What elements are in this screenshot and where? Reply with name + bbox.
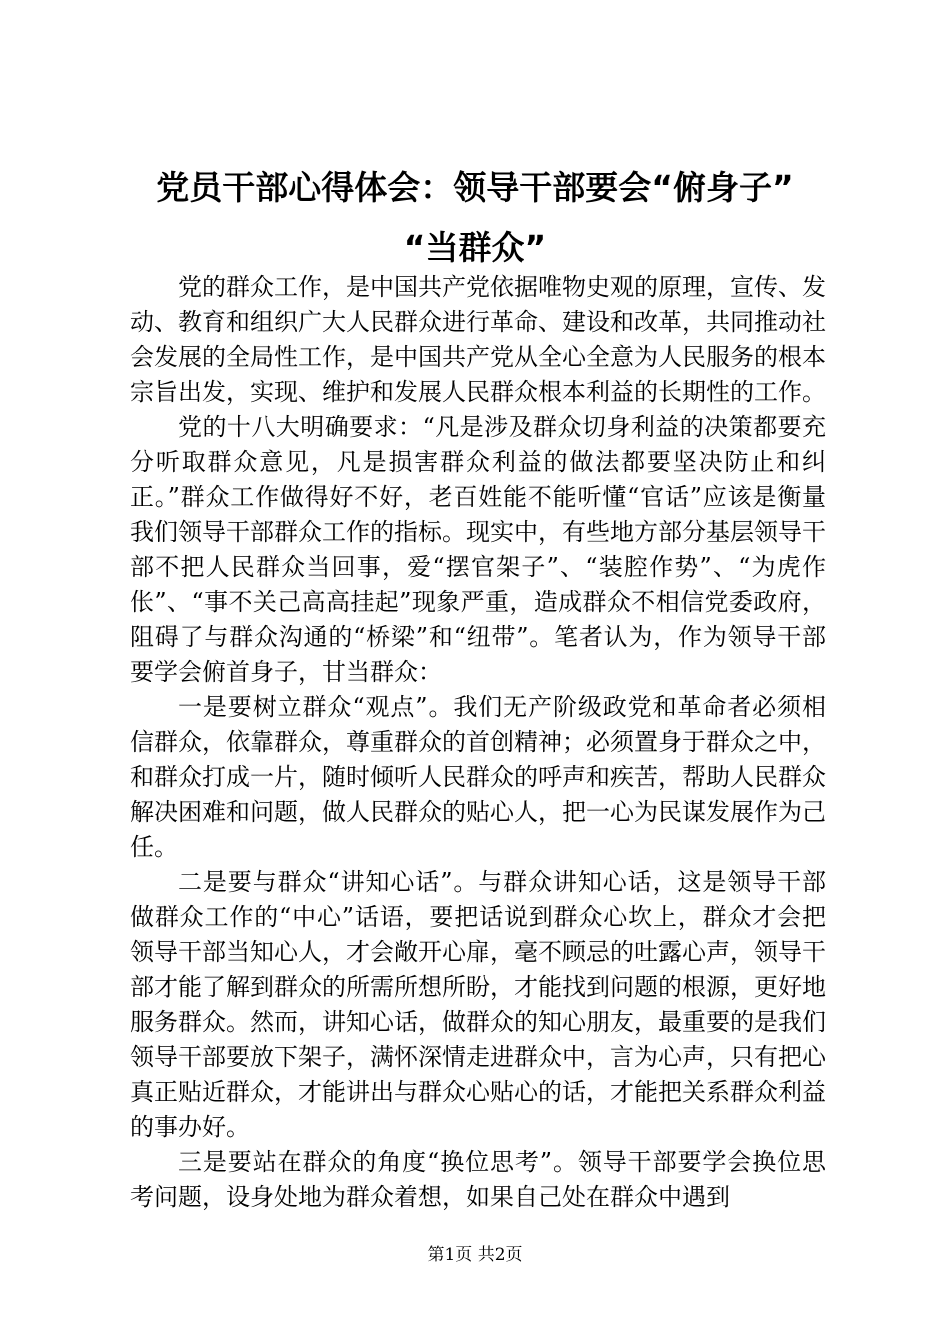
page-footer: 第1页 共2页 — [427, 1245, 523, 1265]
paragraph-point-two: 二是要与群众“讲知心话”。与群众讲知心话，这是领导干部做群众工作的“中心”话语，要把话说到群众心坎上，群众才会把领导干部当知心人，才会敞开心扉，毫不顾忌的吐露心声，领导干部才能了解到群众的所需所想所盼，才能找到问题的根源，更好地服务群众。然而，讲知心话，做群众的知心朋友，最重要的是我们领导干部要放下架子，满怀深情走进群众中，言为心声，只有把心真正贴近群众，才能讲出与群众心贴心的话，才能把关系群众利益的事办好。 — [130, 868, 826, 1141]
paragraph-intro: 党的群众工作，是中国共产党依据唯物史观的原理，宣传、发动、教育和组织广大人民群众进行革命、建设和改革，共同推动社会发展的全局性工作，是中国共产党从全心全意为人民服务的根本宗旨出发，实现、维护和发展人民群众根本利益的长期性的工作。 — [130, 273, 826, 406]
paragraph-point-one: 一是要树立群众“观点”。我们无产阶级政党和革命者必须相信群众，依靠群众，尊重群众的首创精神；必须置身于群众之中，和群众打成一片，随时倾听人民群众的呼声和疾苦，帮助人民群众解决困难和问题，做人民群众的贴心人，把一心为民谋发展作为己任。 — [130, 693, 826, 861]
document-title-line-2: “当群众” — [403, 228, 547, 267]
paragraph-point-three: 三是要站在群众的角度“换位思考”。领导干部要学会换位思考问题，设身处地为群众着想，如果自己处在群众中遇到 — [130, 1148, 826, 1211]
document-title-line-1: 党员干部心得体会：领导干部要会“俯身子” — [156, 168, 794, 207]
paragraph-requirements: 党的十八大明确要求：“凡是涉及群众切身利益的决策都要充分听取群众意见，凡是损害群众利益的做法都要坚决防止和纠正。”群众工作做得好不好，老百姓能不能听懂“官话”应该是衡量我们领导干部群众工作的指标。现实中，有些地方部分基层领导干部不把人民群众当回事，爱“摆官架子”、“装腔作势”、“为虎作伥”、“事不关己高高挂起”现象严重，造成群众不相信党委政府，阻碍了与群众沟通的“桥梁”和“纽带”。笔者认为，作为领导干部要学会俯首身子，甘当群众： — [130, 413, 826, 686]
document-body — [130, 270, 826, 1215]
